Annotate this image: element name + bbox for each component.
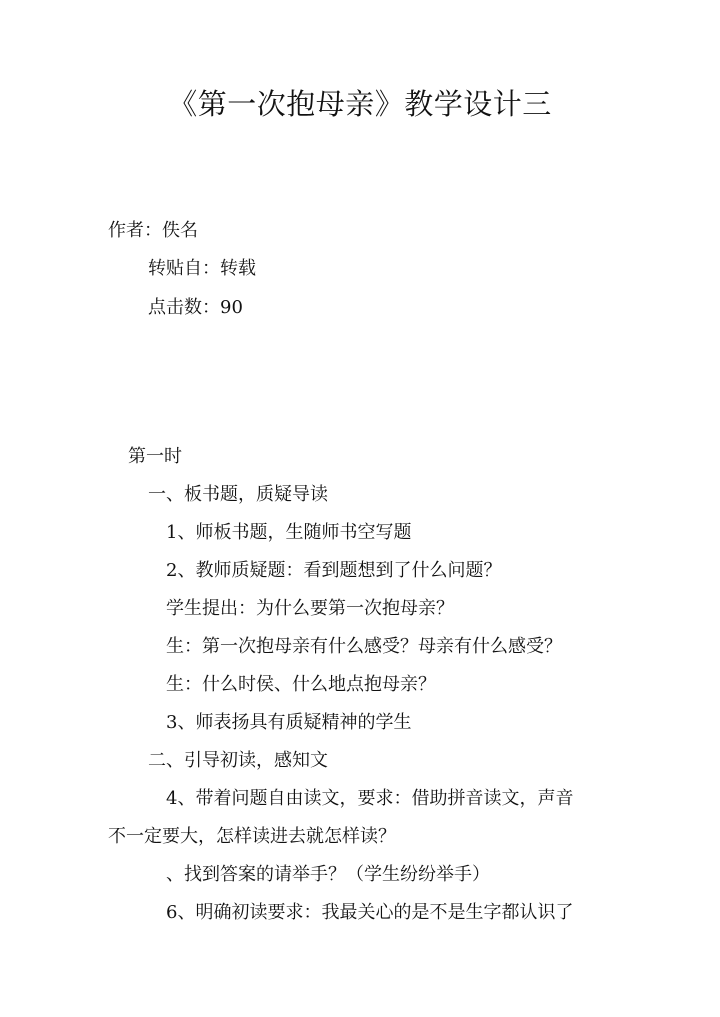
paragraph: 1、师板书题，生随师书空写题 (166, 522, 412, 543)
paragraph: 、找到答案的请举手？（学生纷纷举手） (166, 864, 490, 885)
paragraph: 生：第一次抱母亲有什么感受？母亲有什么感受？ (166, 636, 562, 657)
paragraph: 2、教师质疑题：看到题想到了什么问题？ (166, 560, 502, 581)
author-line: 作者：佚名 (108, 220, 198, 241)
lesson-heading: 第一时 (128, 446, 182, 467)
paragraph: 6、明确初读要求：我最关心的是不是生字都认识了 (166, 902, 574, 923)
paragraph: 4、带着问题自由读文，要求：借助拼音读文，声音 (166, 788, 574, 809)
paragraph: 生：什么时侯、什么地点抱母亲？ (166, 674, 436, 695)
source-line: 转贴自：转载 (148, 258, 256, 279)
section-heading: 二、引导初读，感知文 (148, 750, 328, 771)
section-heading: 一、板书题，质疑导读 (148, 484, 328, 505)
paragraph-continuation: 不一定要大，怎样读进去就怎样读？ (108, 826, 396, 847)
paragraph: 3、师表扬具有质疑精神的学生 (166, 712, 412, 733)
click-count-line: 点击数：90 (148, 297, 243, 318)
document-title: 《第一次抱母亲》教学设计三 (168, 87, 552, 121)
paragraph: 学生提出：为什么要第一次抱母亲？ (166, 598, 454, 619)
